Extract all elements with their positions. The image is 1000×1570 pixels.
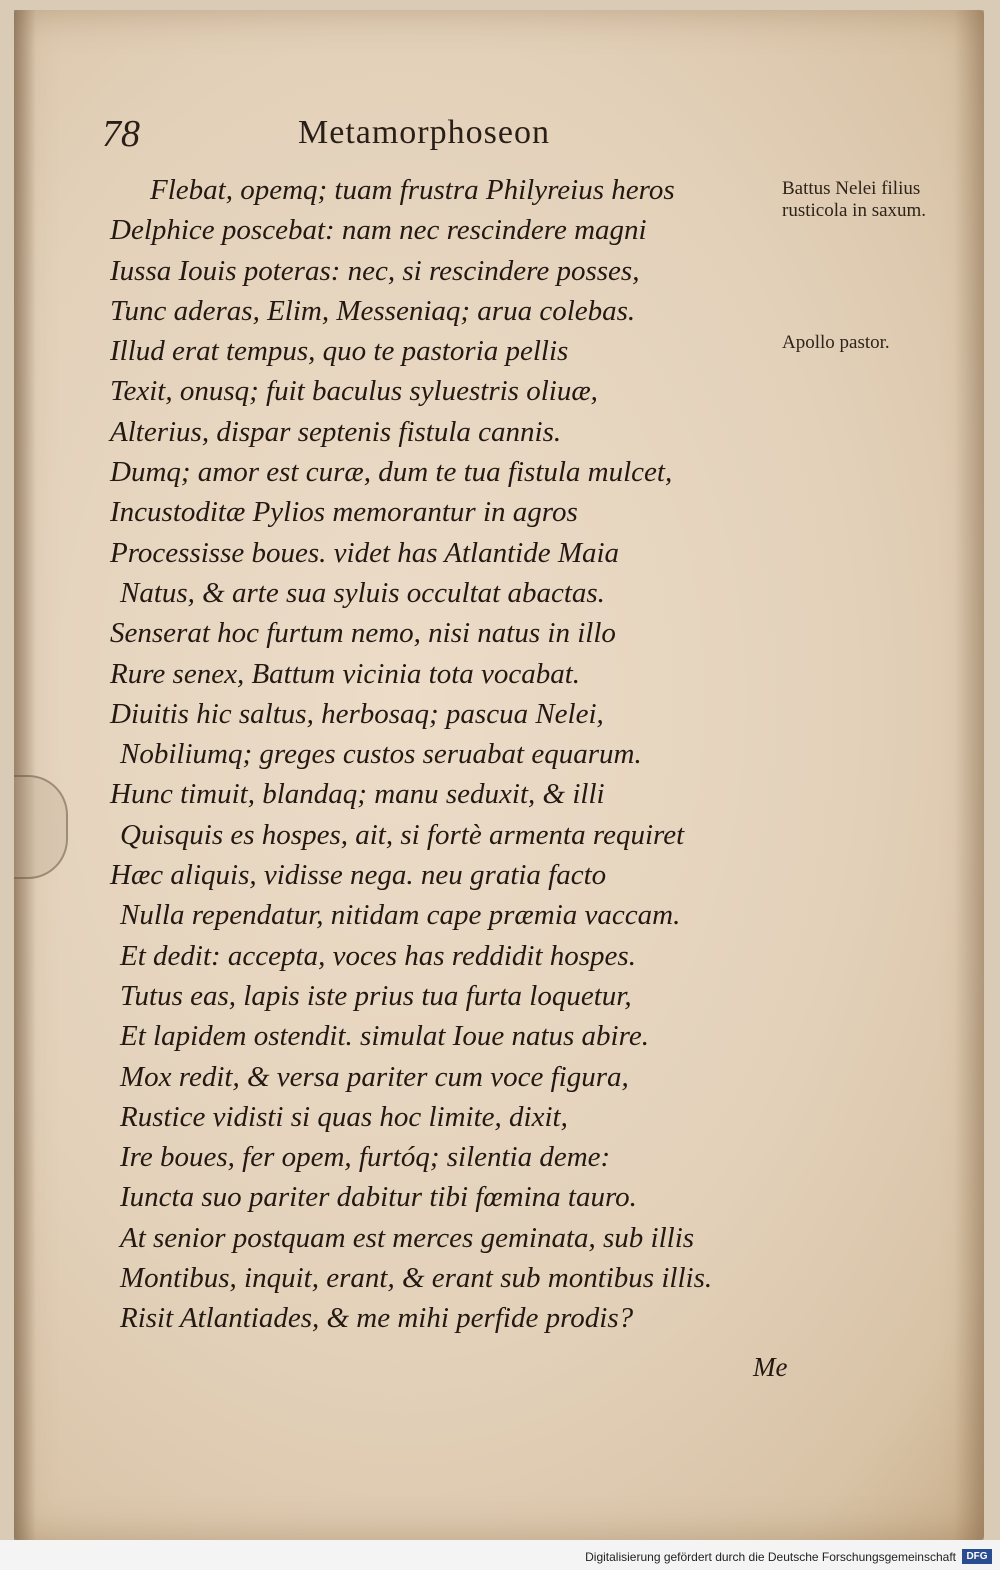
catchword: Me xyxy=(753,1352,788,1382)
verse-line: Hunc timuit, blandaq; manu seduxit, & illi xyxy=(110,778,605,811)
digitization-credit: Digitalisierung gefördert durch die Deutsche Forschungsgemeinschaft xyxy=(585,1550,956,1564)
margin-note-battus: Battus Nelei filius rusticola in saxum. xyxy=(782,178,927,221)
verse-line: Nulla rependatur, nitidam cape præmia vaccam. xyxy=(120,899,681,932)
margin-note-apollo: Apollo pastor. xyxy=(782,332,890,353)
footer-bar xyxy=(0,1540,1000,1570)
verse-line: Hæc aliquis, vidisse nega. neu gratia facto xyxy=(110,859,607,892)
verse-line: Mox redit, & versa pariter cum voce figura, xyxy=(120,1060,629,1093)
verse-line: Quisquis es hospes, ait, si fortè armenta requiret xyxy=(120,818,685,851)
page-header xyxy=(102,112,602,162)
verse-line: Incustoditæ Pylios memorantur in agros xyxy=(110,496,578,529)
verse-line: Alterius, dispar septenis fistula cannis. xyxy=(110,415,562,448)
verse-line: Senserat hoc furtum nemo, nisi natus in illo xyxy=(110,617,616,650)
verse-line: Iuncta suo pariter dabitur tibi fœmina tauro. xyxy=(120,1181,637,1214)
verse-line: Et dedit: accepta, voces has reddidit hospes. xyxy=(120,939,636,972)
verse-line: Processisse boues. videt has Atlantide Maia xyxy=(110,536,620,569)
verse-block xyxy=(110,170,750,1339)
verse-line: Rustice vidisti si quas hoc limite, dixit, xyxy=(120,1100,568,1133)
running-head: Metamorphoseon xyxy=(298,114,550,151)
page-number: 78 xyxy=(102,113,140,155)
verse-line: At senior postquam est merces geminata, sub illis xyxy=(120,1221,695,1254)
verse-line: Illud erat tempus, quo te pastoria pellis xyxy=(110,335,569,368)
page-edge-shadow xyxy=(954,10,984,1540)
verse-line: Diuitis hic saltus, herbosaq; pascua Nelei, xyxy=(110,697,604,730)
verse-line: Ire boues, fer opem, furtóq; silentia deme: xyxy=(120,1141,611,1174)
verse-line: Flebat, opemq; tuam frustra Philyreius heros xyxy=(150,174,675,206)
verse-line: Tunc aderas, Elim, Messeniaq; arua colebas. xyxy=(110,294,636,327)
verse-line: Dumq; amor est curæ, dum te tua fistula mulcet, xyxy=(110,456,673,489)
verse-line: Texit, onusq; fuit baculus syluestris oliuæ, xyxy=(110,375,598,408)
verse-line: Nobiliumq; greges custos seruabat equarum. xyxy=(120,738,642,771)
binding-clasp xyxy=(14,775,68,879)
verse-line: Tutus eas, lapis iste prius tua furta loquetur, xyxy=(120,979,632,1012)
verse-line: Rure senex, Battum vicinia tota vocabat. xyxy=(110,657,581,690)
verse-line: Et lapidem ostendit. simulat Ioue natus abire. xyxy=(120,1020,649,1053)
verse-line: Natus, & arte sua syluis occultat abactas. xyxy=(120,576,605,609)
verse-line: Risit Atlantiades, & me mihi perfide prodis? xyxy=(120,1302,634,1335)
verse-line: Iussa Iouis poteras: nec, si rescindere posses, xyxy=(110,254,640,287)
verse-line: Delphice poscebat: nam nec rescindere magni xyxy=(110,214,647,247)
dfg-logo: DFG xyxy=(962,1549,992,1564)
verse-line: Montibus, inquit, erant, & erant sub montibus illis. xyxy=(120,1262,713,1295)
